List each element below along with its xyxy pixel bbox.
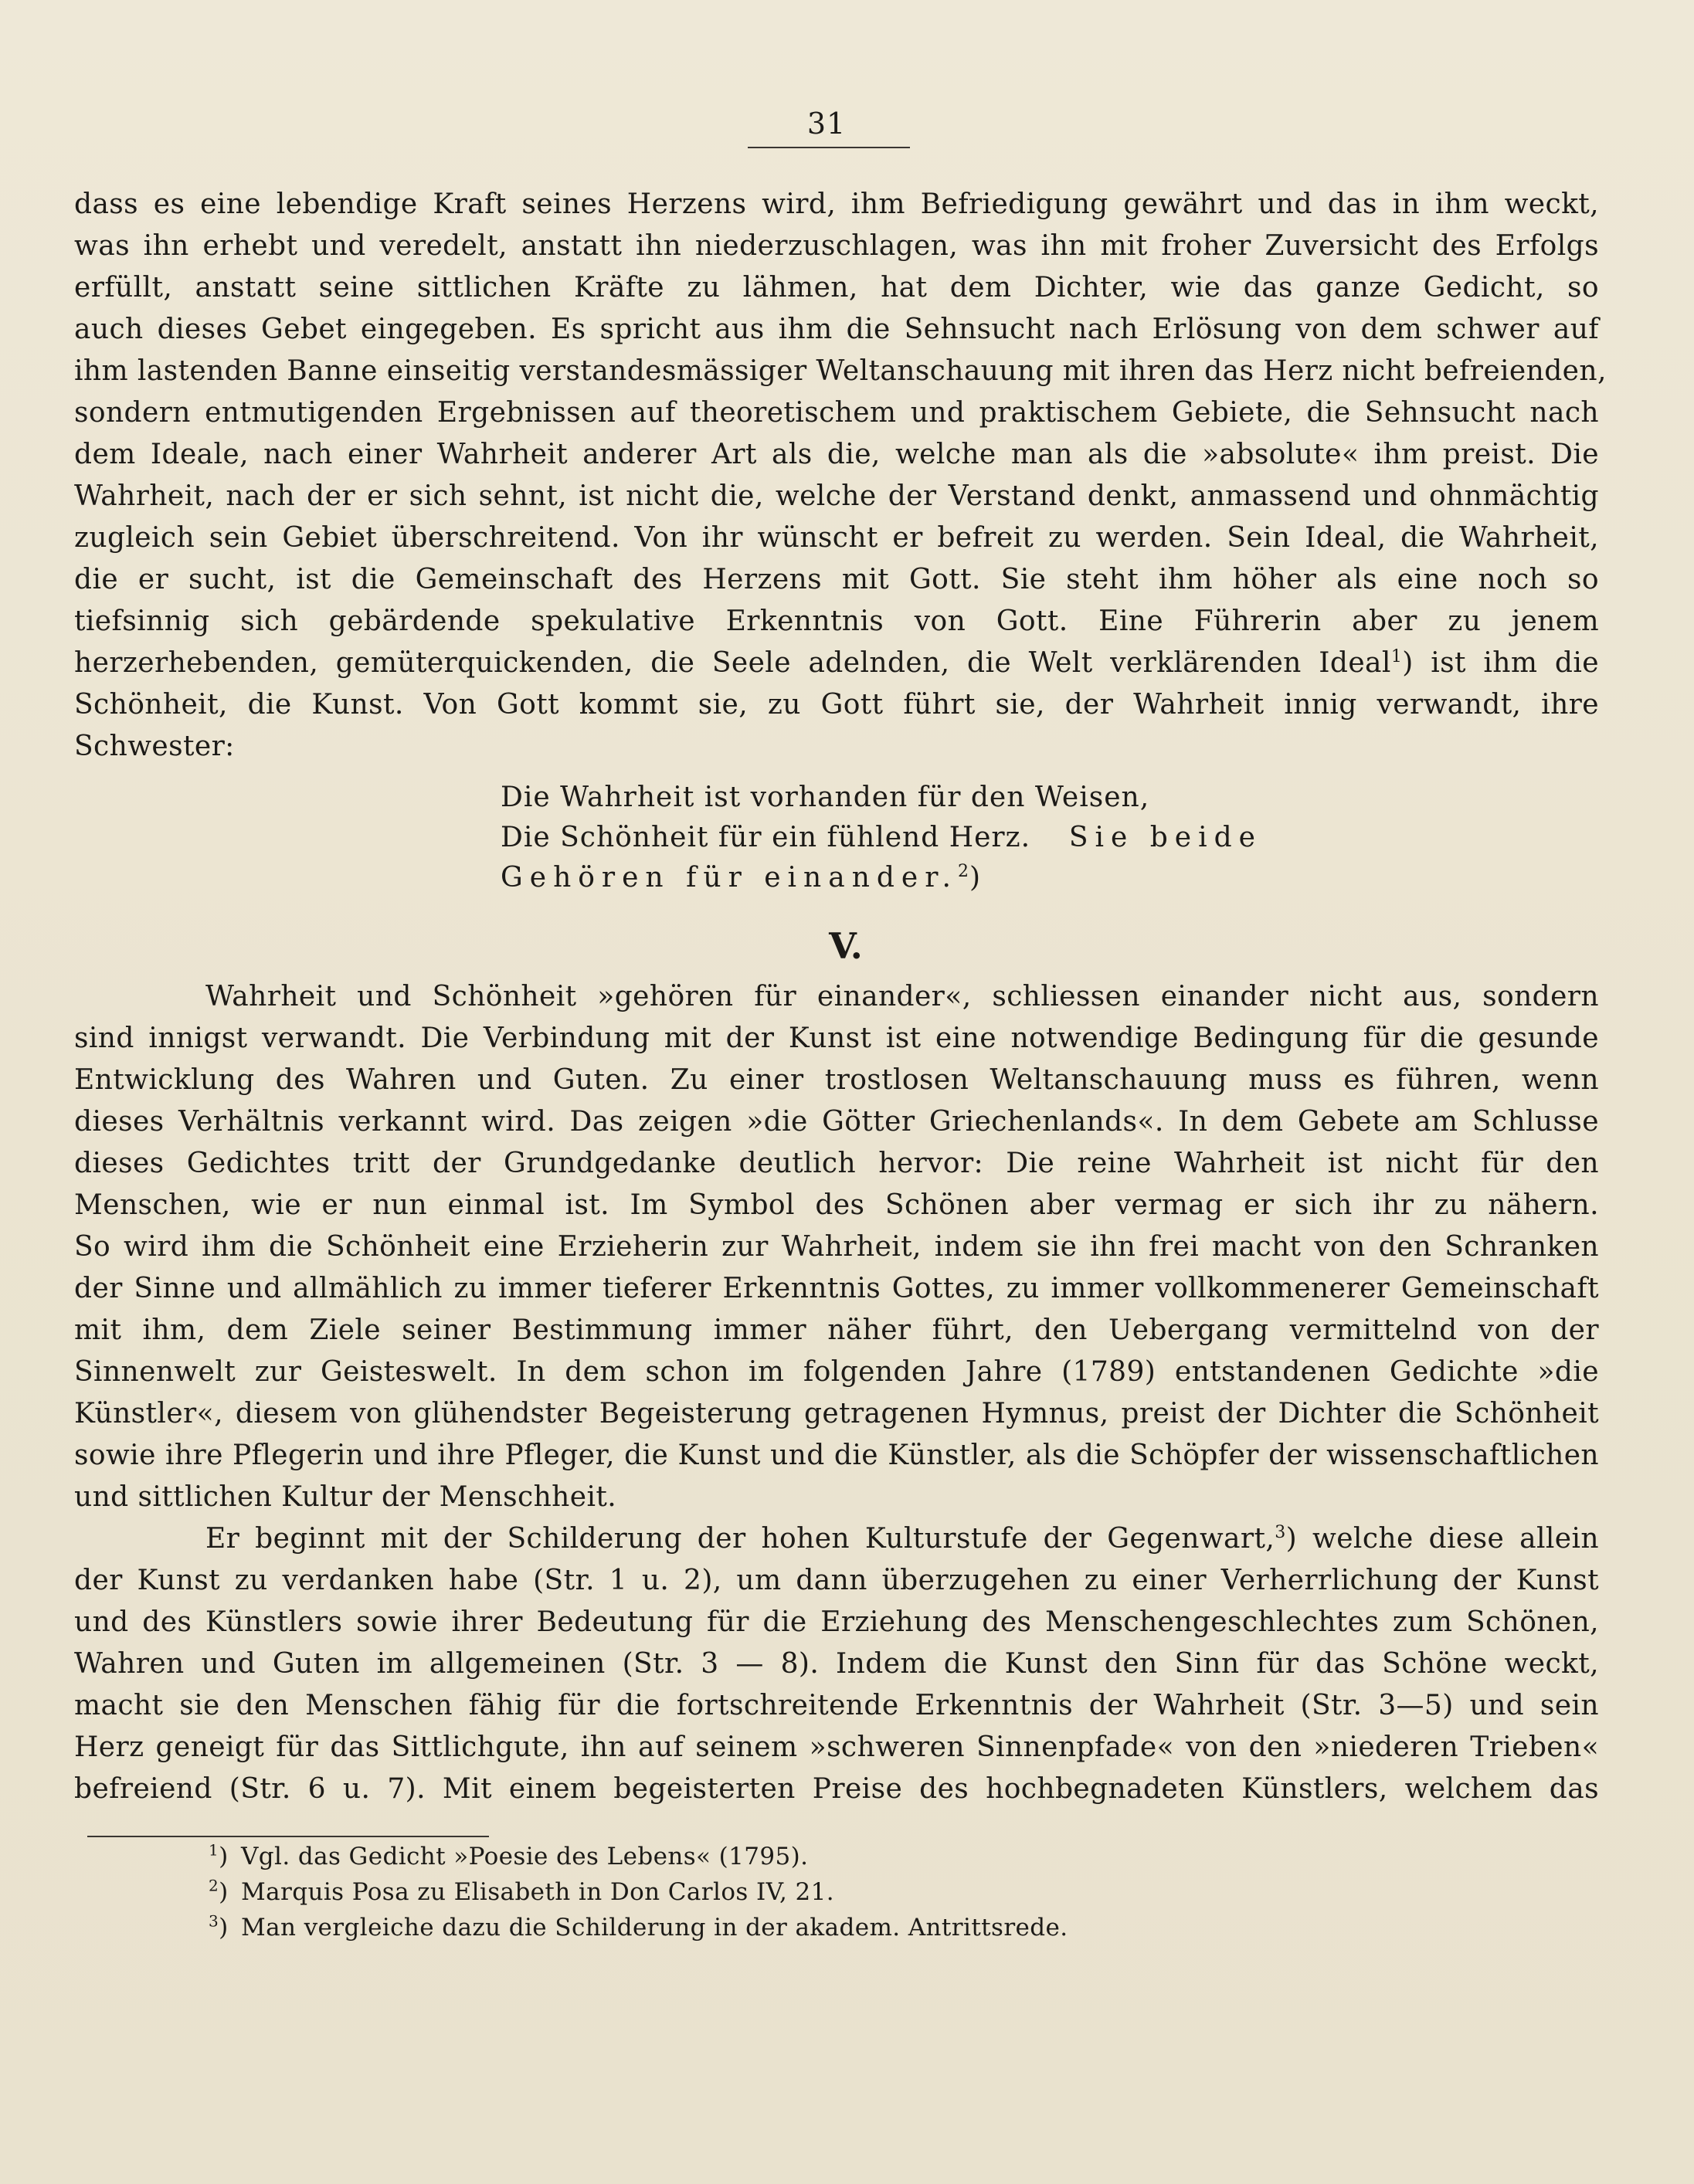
- text-line: und sittlichen Kultur der Menschheit.: [74, 1481, 617, 1513]
- text-line: Herz geneigt für das Sittlichgute, ihn auf seinem »schweren Sinnenpfade« von den »niederen Trieben«: [74, 1731, 1599, 1763]
- text-line: sondern entmutigenden Ergebnissen auf theoretischem und praktischem Gebiete, die Sehnsucht nach: [74, 397, 1599, 429]
- text-line: dieses Gedichtes tritt der Grundgedanke deutlich hervor: Die reine Wahrheit ist nicht für den: [74, 1148, 1599, 1179]
- footnote-marker: [209, 1877, 241, 1908]
- text-line: der Sinne und allmählich zu immer tieferer Erkenntnis Gottes, zu immer vollkommenerer Gemeinschaft: [74, 1273, 1599, 1304]
- footnote-reference: 3: [1275, 1523, 1286, 1542]
- text-line: Wahrheit und Schönheit »gehören für einander«, schliessen einander nicht aus, sondern: [205, 981, 1599, 1012]
- footnote-paren: ): [219, 1843, 229, 1870]
- verse-line: [501, 817, 1262, 859]
- text-line: [74, 1518, 1599, 1560]
- text-line: sowie ihre Pflegerin und ihre Pfleger, die Kunst und die Künstler, als die Schöpfer der wissenschaftlichen: [74, 1440, 1599, 1471]
- text-line: tiefsinnig sich gebärdende spekulative Erkenntnis von Gott. Eine Führerin aber zu jenem: [74, 605, 1599, 637]
- text-line: die er sucht, ist die Gemeinschaft des Herzens mit Gott. Sie steht ihm höher als eine noch so: [74, 564, 1599, 595]
- footnote-text: Vgl. das Gedicht »Poesie des Lebens« (1795).: [241, 1843, 809, 1870]
- text-line: erfüllt, anstatt seine sittlichen Kräfte zu lähmen, hat dem Dichter, wie das ganze Gedicht, so: [74, 272, 1599, 304]
- page-number: 31: [806, 107, 847, 141]
- footnote-reference: 1: [1390, 647, 1403, 666]
- text-line: [74, 643, 1599, 684]
- line-text: ) ist ihm die: [1402, 647, 1599, 679]
- text-line: dass es eine lebendige Kraft seines Herzens wird, ihm Befriedigung gewährt und das in ihm weckt,: [74, 188, 1599, 220]
- text-line: zugleich sein Gebiet überschreitend. Von ihr wünscht er befreit zu werden. Sein Ideal, die Wahrheit,: [74, 522, 1599, 554]
- text-line: ihm lastenden Banne einseitig verstandesmässiger Weltanschauung mit ihren das Herz nicht befreienden,: [74, 355, 1607, 387]
- text-line: Menschen, wie er nun einmal ist. Im Symbol des Schönen aber vermag er sich ihr zu nähern.: [74, 1189, 1599, 1221]
- footnote: [209, 1841, 808, 1872]
- text-line: Künstler«, diesem von glühendster Begeisterung getragenen Hymnus, preist der Dichter die Schönheit: [74, 1398, 1599, 1429]
- footnote-number: 1: [209, 1840, 219, 1860]
- text-line: und des Künstlers sowie ihrer Bedeutung für die Erziehung des Menschengeschlechtes zum Schönen,: [74, 1606, 1599, 1638]
- footnote-text: Man vergleiche dazu die Schilderung in der akadem. Antrittsrede.: [241, 1914, 1068, 1942]
- footnote: [209, 1912, 1068, 1943]
- text-line: Wahren und Guten im allgemeinen (Str. 3 — 8). Indem die Kunst den Sinn für das Schöne weckt,: [74, 1648, 1599, 1680]
- footnote-marker: [209, 1841, 241, 1872]
- footnote-number: 2: [209, 1876, 219, 1895]
- footnote-paren: ): [219, 1878, 229, 1906]
- text-line: dem Ideale, nach einer Wahrheit anderer Art als die, welche man als die »absolute« ihm preist. Die: [74, 439, 1599, 470]
- text-line: mit ihm, dem Ziele seiner Bestimmung immer näher führt, den Uebergang vermittelnd von der: [74, 1314, 1599, 1346]
- footnote-marker: [209, 1912, 241, 1943]
- text-line: was ihn erhebt und veredelt, anstatt ihn niederzuschlagen, was ihn mit froher Zuversicht des Erfolgs: [74, 230, 1599, 262]
- text-line: sind innigst verwandt. Die Verbindung mit der Kunst ist eine notwendige Bedingung für die gesunde: [74, 1022, 1599, 1054]
- verse-text: Die Schönheit für ein fühlend Herz.: [501, 822, 1031, 853]
- footnote: [209, 1877, 834, 1908]
- text-line: auch dieses Gebet eingegeben. Es spricht aus ihm die Sehnsucht nach Erlösung von dem schwer auf: [74, 314, 1599, 345]
- line-text: Er beginnt mit der Schilderung der hohen Kulturstufe der Gegenwart,: [205, 1523, 1275, 1555]
- footnote-rule: [87, 1836, 489, 1837]
- text-line: Schönheit, die Kunst. Von Gott kommt sie, zu Gott führt sie, der Wahrheit innig verwandt, ihre: [74, 689, 1599, 721]
- text-line: macht sie den Menschen fähig für die fortschreitende Erkenntnis der Wahrheit (Str. 3—5) und sein: [74, 1690, 1599, 1721]
- section-heading: V.: [829, 925, 863, 967]
- line-text: ) welche diese allein: [1285, 1523, 1600, 1555]
- footnote-paren: ): [219, 1914, 229, 1942]
- footnote-number: 3: [209, 1911, 219, 1931]
- verse-line: [501, 857, 981, 899]
- text-line: Sinnenwelt zur Geisteswelt. In dem schon im folgenden Jahre (1789) entstandenen Gedichte »die: [74, 1356, 1599, 1388]
- text-line: der Kunst zu verdanken habe (Str. 1 u. 2), um dann überzugehen zu einer Verherrlichung der Kunst: [74, 1565, 1599, 1596]
- text-line: befreiend (Str. 6 u. 7). Mit einem begeisterten Preise des hochbegnadeten Künstlers, welchem das: [74, 1773, 1599, 1805]
- text-line: dieses Verhältnis verkannt wird. Das zeigen »die Götter Griechenlands«. In dem Gebete am Schlusse: [74, 1106, 1599, 1138]
- text-line: Schwester:: [74, 731, 235, 762]
- text-line: Entwicklung des Wahren und Guten. Zu einer trostlosen Weltanschauung muss es führen, wenn: [74, 1064, 1599, 1096]
- verse-spaced-text: Gehören für einander.: [501, 862, 958, 894]
- footnote-reference: 2: [957, 862, 969, 881]
- line-text: herzerhebenden, gemüterquickenden, die Seele adelnden, die Welt verklärenden Ideal: [74, 647, 1391, 679]
- verse-text: ): [969, 862, 981, 894]
- verse-line: Die Wahrheit ist vorhanden für den Weisen,: [501, 782, 1150, 813]
- footnote-text: Marquis Posa zu Elisabeth in Don Carlos IV, 21.: [241, 1878, 834, 1906]
- text-line: Wahrheit, nach der er sich sehnt, ist nicht die, welche der Verstand denkt, anmassend und ohnmächtig: [74, 480, 1599, 512]
- verse-spaced-text: Sie beide: [1068, 822, 1262, 853]
- page-number-rule: [748, 147, 910, 148]
- text-line: So wird ihm die Schönheit eine Erzieherin zur Wahrheit, indem sie ihn frei macht von den Schranken: [74, 1231, 1599, 1263]
